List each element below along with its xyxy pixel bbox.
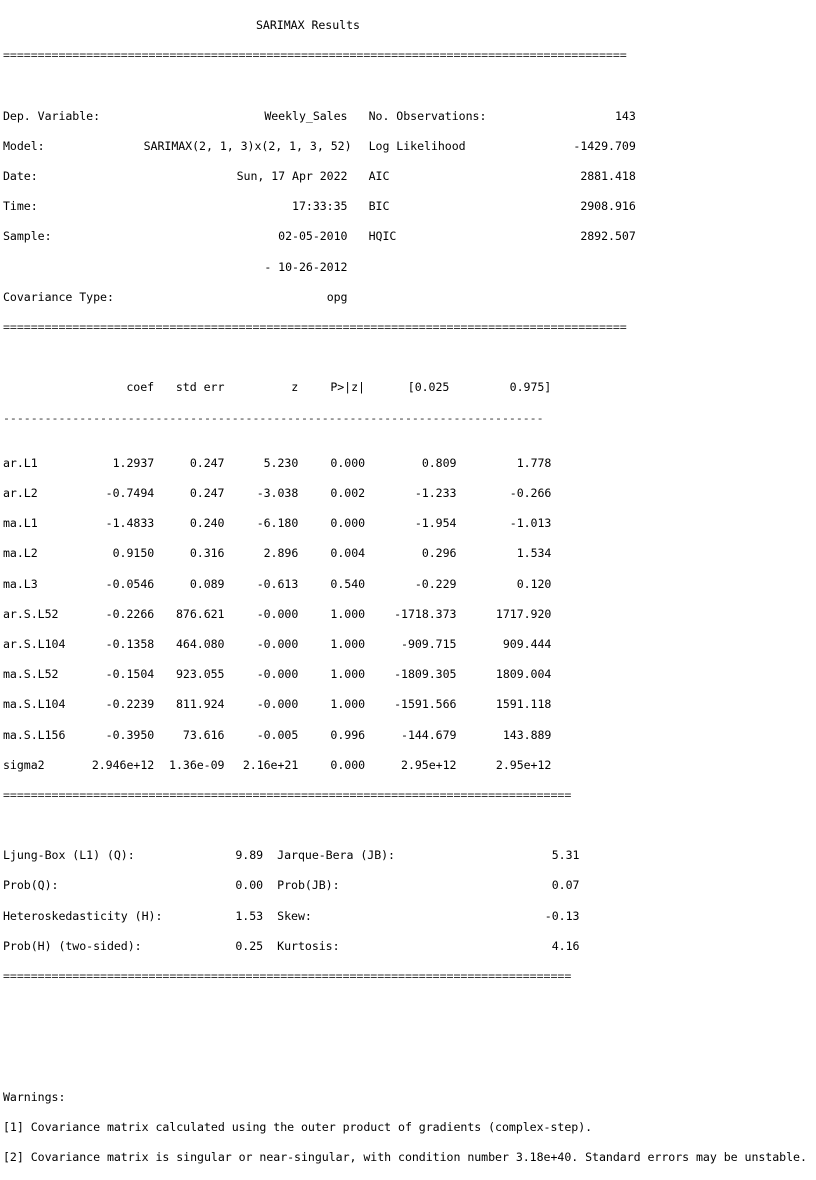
diag-value: 9.89 xyxy=(235,848,264,863)
results-title: SARIMAX Results xyxy=(256,18,360,33)
ci-upper: 1809.004 xyxy=(495,667,552,682)
ci-upper: 2.95e+12 xyxy=(495,757,552,772)
sarimax-results-output xyxy=(3,3,807,1180)
header-value: - 10-26-2012 xyxy=(264,259,348,274)
ci-upper: 1717.920 xyxy=(495,606,552,621)
p-value: 0.540 xyxy=(330,576,366,591)
coef-value: -1.4833 xyxy=(105,516,155,531)
header-label: Sample: xyxy=(3,229,52,244)
coef-value: 0.9150 xyxy=(112,546,155,561)
header-label: Time: xyxy=(3,199,38,214)
column-header: coef xyxy=(126,380,155,395)
table-row xyxy=(3,486,807,501)
warning-item: [2] Covariance matrix is singular or near-singular, with condition number 3.18e+40. Standard errors may be unstable. xyxy=(3,1150,807,1165)
z-value: -0.613 xyxy=(256,576,299,591)
coef-value: -0.2266 xyxy=(105,606,155,621)
diag-label: Jarque-Bera (JB): xyxy=(277,848,395,863)
table-row xyxy=(3,546,807,561)
p-value: 0.002 xyxy=(330,486,366,500)
ci-upper: 1591.118 xyxy=(495,697,552,712)
stderr-value: 0.316 xyxy=(189,546,225,561)
diag-value: 4.16 xyxy=(551,938,580,953)
diag-label: Prob(H) (two-sided): xyxy=(3,938,142,953)
rule-header-bottom: ========================================================================================== xyxy=(3,319,627,334)
header-value: SARIMAX(2, 1, 3)x(2, 1, 3, 52) xyxy=(143,138,352,153)
column-header: P>|z| xyxy=(330,380,365,395)
stderr-value: 0.247 xyxy=(189,486,225,500)
param-name: sigma2 xyxy=(3,757,45,772)
diag-value: -0.13 xyxy=(544,908,580,923)
header-value: 143 xyxy=(614,108,636,123)
z-value: 2.896 xyxy=(263,546,299,561)
header-label: Date: xyxy=(3,169,38,184)
diagnostic-row xyxy=(3,909,807,924)
param-name: ma.S.L156 xyxy=(3,727,66,742)
header-label: Dep. Variable: xyxy=(3,108,101,123)
p-value: 0.000 xyxy=(330,455,366,470)
diag-value: 0.00 xyxy=(235,878,264,893)
coef-value: -0.2239 xyxy=(105,697,155,712)
diag-label: Skew: xyxy=(277,908,312,923)
ci-upper: -0.266 xyxy=(509,486,552,500)
stderr-value: 876.621 xyxy=(175,606,225,621)
coef-value: -0.1358 xyxy=(105,636,155,651)
header-label: BIC xyxy=(368,199,390,214)
param-name: ma.L3 xyxy=(3,576,38,591)
stderr-value: 73.616 xyxy=(182,727,225,742)
header-label: No. Observations: xyxy=(368,108,487,123)
stderr-value: 811.924 xyxy=(175,697,225,712)
param-name: ar.S.L104 xyxy=(3,636,66,651)
coef-value: -0.0546 xyxy=(105,576,155,591)
header-value: 2908.916 xyxy=(580,199,636,214)
table-row xyxy=(3,728,807,743)
diag-value: 1.53 xyxy=(235,908,264,923)
header-value: opg xyxy=(326,289,348,304)
ci-lower: 0.296 xyxy=(421,546,457,561)
header-value: 02-05-2010 xyxy=(278,229,348,244)
diagnostic-row xyxy=(3,848,807,863)
z-value: -0.000 xyxy=(256,667,299,682)
stderr-value: 0.240 xyxy=(189,516,225,531)
ci-lower: -1809.305 xyxy=(394,667,457,682)
header-value: Sun, 17 Apr 2022 xyxy=(236,169,348,184)
ci-lower: -0.229 xyxy=(414,576,457,591)
stderr-value: 464.080 xyxy=(175,636,225,651)
rule-coef-header: ------------------------------------------------------------------------------ xyxy=(3,410,544,425)
header-value: 17:33:35 xyxy=(292,199,348,214)
blank-line xyxy=(3,999,807,1014)
diag-label: Kurtosis: xyxy=(277,938,340,953)
stderr-value: 0.247 xyxy=(189,455,225,470)
coef-value: -0.7494 xyxy=(105,486,155,500)
coef-value: 1.2937 xyxy=(112,455,155,470)
header-row xyxy=(3,109,807,124)
table-row xyxy=(3,667,807,682)
z-value: -6.180 xyxy=(256,516,299,531)
z-value: 5.230 xyxy=(263,455,299,470)
header-row xyxy=(3,169,807,184)
header-label: Log Likelihood xyxy=(368,138,466,153)
param-name: ma.S.L52 xyxy=(3,667,59,682)
ci-lower: 2.95e+12 xyxy=(401,757,457,772)
z-value: -0.000 xyxy=(256,636,299,651)
z-value: 2.16e+21 xyxy=(242,757,299,772)
header-row xyxy=(3,260,807,275)
diag-label: Prob(Q): xyxy=(3,878,59,893)
ci-upper: 1.778 xyxy=(516,455,552,470)
z-value: -0.000 xyxy=(256,697,299,712)
column-header: std err xyxy=(175,380,225,395)
stderr-value: 923.055 xyxy=(175,667,225,682)
p-value: 0.004 xyxy=(330,546,366,561)
table-row xyxy=(3,456,807,471)
ci-upper: -1.013 xyxy=(509,516,552,531)
ci-upper: 909.444 xyxy=(502,636,552,651)
header-label: Model: xyxy=(3,138,45,153)
z-value: -0.005 xyxy=(256,727,299,742)
diag-value: 0.07 xyxy=(551,878,580,893)
header-label: HQIC xyxy=(368,229,397,244)
table-row xyxy=(3,607,807,622)
diagnostic-row xyxy=(3,878,807,893)
ci-lower: -1718.373 xyxy=(394,606,457,621)
ci-lower: -1591.566 xyxy=(394,697,457,712)
p-value: 0.000 xyxy=(330,516,366,531)
table-row xyxy=(3,758,807,773)
diag-value: 0.25 xyxy=(235,938,264,953)
header-label: AIC xyxy=(368,169,390,184)
rule-coef-bottom: ================================================================================== xyxy=(3,787,572,802)
table-row xyxy=(3,637,807,652)
warning-item: [1] Covariance matrix calculated using the outer product of gradients (complex-step). xyxy=(3,1119,593,1134)
p-value: 1.000 xyxy=(330,606,366,621)
ci-upper: 0.120 xyxy=(516,576,552,591)
stderr-value: 1.36e-09 xyxy=(169,757,225,772)
results-title-line xyxy=(3,18,807,33)
coef-value: -0.3950 xyxy=(105,727,155,742)
ci-lower: -909.715 xyxy=(401,636,457,651)
p-value: 0.996 xyxy=(330,727,366,742)
coef-table-header xyxy=(3,380,807,395)
diag-label: Heteroskedasticity (H): xyxy=(3,908,163,923)
header-row xyxy=(3,229,807,244)
p-value: 1.000 xyxy=(330,636,366,651)
diag-label: Ljung-Box (L1) (Q): xyxy=(3,848,135,863)
table-row xyxy=(3,577,807,592)
coef-value: -0.1504 xyxy=(105,667,155,682)
ci-lower: 0.809 xyxy=(421,455,457,470)
column-header: 0.975] xyxy=(509,380,552,395)
table-row xyxy=(3,516,807,531)
header-row xyxy=(3,139,807,154)
rule-diagnostics-bottom: ================================================================================== xyxy=(3,969,572,983)
header-value: Weekly_Sales xyxy=(264,108,348,123)
header-value: 2881.418 xyxy=(580,169,636,184)
header-value: 2892.507 xyxy=(580,229,636,244)
blank-line xyxy=(3,1029,807,1044)
p-value: 0.000 xyxy=(330,757,366,772)
z-value: -3.038 xyxy=(256,486,299,500)
param-name: ar.L2 xyxy=(3,486,38,500)
param-name: ma.S.L104 xyxy=(3,697,66,712)
param-name: ar.L1 xyxy=(3,455,38,470)
column-header: z xyxy=(291,380,299,395)
warnings-heading: Warnings: xyxy=(3,1089,66,1104)
diagnostic-row xyxy=(3,939,807,954)
p-value: 1.000 xyxy=(330,697,366,712)
param-name: ma.L1 xyxy=(3,516,38,531)
diag-value: 5.31 xyxy=(551,848,580,863)
coef-value: 2.946e+12 xyxy=(91,757,155,772)
diag-label: Prob(JB): xyxy=(277,878,340,893)
stderr-value: 0.089 xyxy=(189,576,225,591)
ci-lower: -1.954 xyxy=(414,516,457,531)
table-row xyxy=(3,697,807,712)
ci-lower: -144.679 xyxy=(401,727,457,742)
header-row xyxy=(3,199,807,214)
ci-upper: 1.534 xyxy=(516,546,552,561)
header-row xyxy=(3,290,807,305)
column-header: [0.025 xyxy=(407,380,450,395)
param-name: ma.L2 xyxy=(3,546,38,561)
rule-top: ========================================================================================== xyxy=(3,48,627,63)
param-name: ar.S.L52 xyxy=(3,606,59,621)
header-value: -1429.709 xyxy=(573,138,636,153)
ci-upper: 143.889 xyxy=(502,727,552,742)
header-label: Covariance Type: xyxy=(3,289,114,304)
ci-lower: -1.233 xyxy=(414,486,457,500)
z-value: -0.000 xyxy=(256,606,299,621)
p-value: 1.000 xyxy=(330,667,366,682)
